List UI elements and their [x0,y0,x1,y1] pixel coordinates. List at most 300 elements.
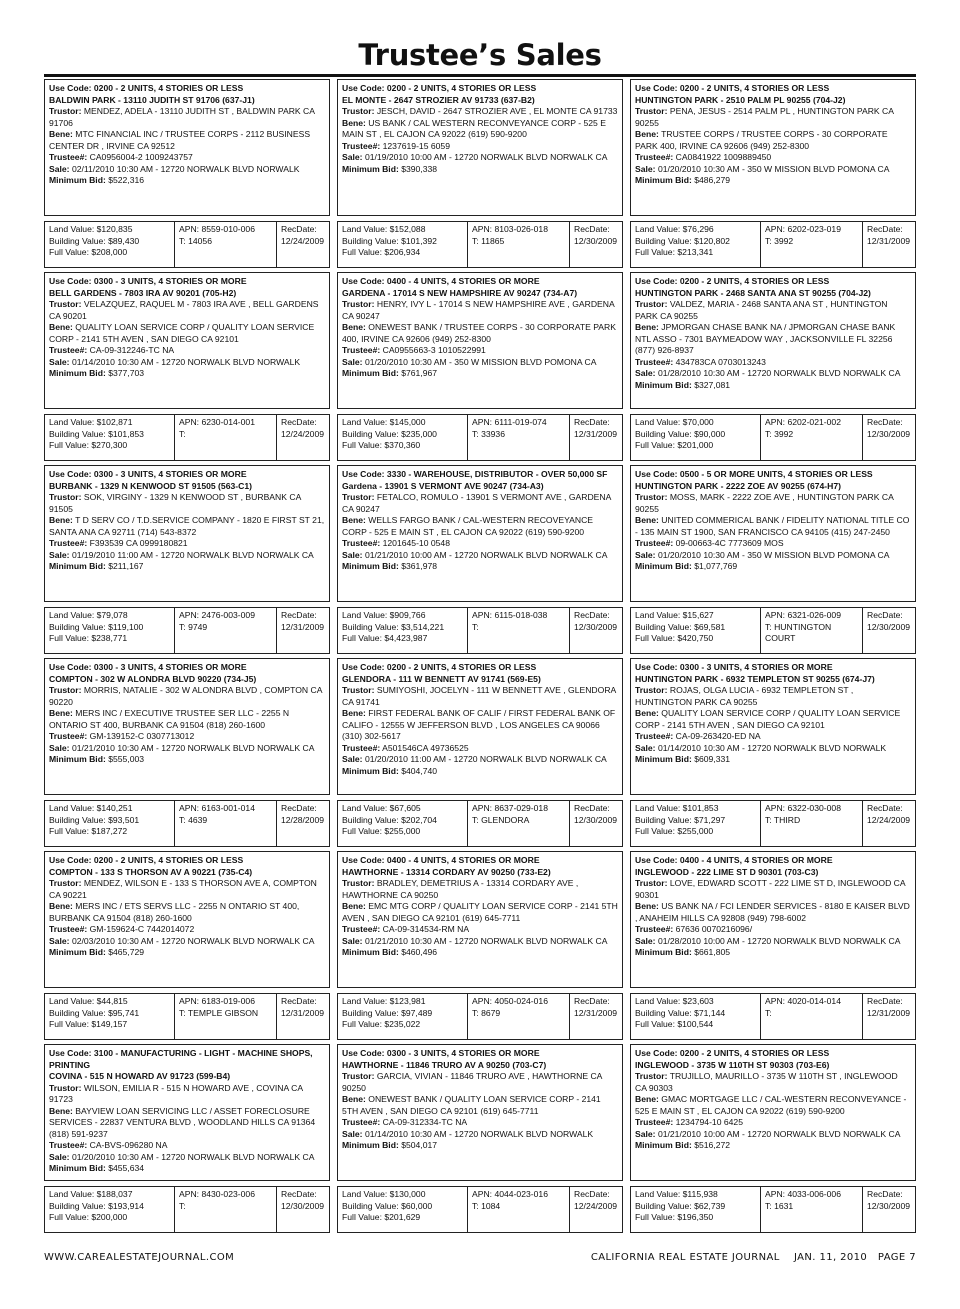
beneficiary-label: Bene: [342,708,366,718]
sale-info [342,357,618,369]
beneficiary-label: Bene: [342,515,366,525]
full-value [49,1019,171,1031]
trustor [635,878,911,901]
apn-column [468,222,570,267]
property-heading: HUNTINGTON PARK - 6932 TEMPLETON ST 90255 (674-J7) [635,673,875,684]
land-value-label: Land Value: [635,803,681,813]
apn-column [175,608,277,653]
listing-details [630,465,916,602]
land-value [49,417,171,429]
tract-label: T: [179,1007,186,1018]
building-value-label: Building Value: [342,1200,399,1211]
property-heading: GLENDORA - 111 W BENNETT AV 91741 (569-E5) [342,673,541,684]
land-value [49,224,171,236]
listing-details [337,465,623,602]
apn [472,803,566,815]
full-value-label: Full Value: [342,440,382,450]
trustor-value: PENA, JESUS - 2514 PALM PL , HUNTINGTON PARK CA 90255 [635,106,894,128]
beneficiary-label: Bene: [635,1094,659,1104]
beneficiary [635,515,911,538]
tract [179,815,273,827]
tract-value: 4639 [188,814,208,825]
minimum-bid-value: $1,077,769 [694,561,738,571]
apn [765,224,859,236]
building-value-value: $69,581 [694,621,726,632]
listing-details [44,272,330,409]
sale-info [342,550,618,562]
trustee-number-value: CA0841922 1009889450 [675,152,772,162]
tract [472,622,566,634]
full-value-value: $149,157 [91,1019,128,1029]
building-value-value: $119,100 [108,621,144,632]
apn-value: 6202-023-019 [787,224,841,234]
use-code: Use Code: 0300 - 3 UNITS, 4 STORIES OR MORE [49,662,247,672]
recdate-column [277,222,329,267]
land-value-value: $115,938 [682,1189,718,1199]
land-value [49,803,171,815]
trustor [635,1071,911,1094]
building-value [49,622,171,634]
recdate-label: RecDate: [867,996,903,1006]
sale-info [635,550,911,562]
beneficiary-value: MTC FINANCIAL INC / TRUSTEE CORPS - 2112 BUSINESS CENTER DR , IRVINE CA 92512 [49,129,311,151]
land-value-label: Land Value: [635,996,681,1006]
use-code: Use Code: 3100 - MANUFACTURING - LIGHT - MACHINE SHOPS, PRINTING [49,1048,313,1070]
minimum-bid [635,754,911,766]
tract-value: 1084 [481,1200,501,1211]
recdate-value: 12/31/2009 [574,1007,618,1018]
listing-values [337,993,623,1040]
minimum-bid-value: $555,003 [108,754,145,764]
sale-info-value: 01/20/2010 10:30 AM - 350 W MISSION BLVD POMONA CA [364,356,597,367]
building-value-label: Building Value: [635,814,692,825]
footer-website: WWW.CAREALESTATEJOURNAL.COM [44,1252,235,1263]
apn-column [761,608,863,653]
beneficiary [342,118,618,141]
beneficiary-value: FIRST FEDERAL BANK OF CALIF / FIRST FEDERAL BANK OF CALIFO - 12555 W JEFFERSON BLVD , LOS ANGELES CA 90066 (310) 302-5617 [342,708,616,741]
trustee-number-label: Trustee#: [635,356,674,367]
trustor-label: Trustor: [342,299,375,309]
land-value [49,996,171,1008]
beneficiary [342,708,618,743]
beneficiary [635,322,911,357]
tract [765,815,859,827]
trustor-label: Trustor: [49,492,82,502]
recdate-column [570,994,622,1039]
sale-info-value: 01/21/2010 10:00 AM - 12720 NORWALK BLVD NORWALK CA [364,549,608,560]
beneficiary-label: Bene: [635,901,659,911]
tract [179,1201,273,1213]
building-value [635,1008,757,1020]
trustee-number-label: Trustee#: [635,152,674,162]
apn-column [175,415,277,460]
tract [472,1008,566,1020]
trustor [342,878,618,901]
beneficiary-value: MERS INC / EXECUTIVE TRUSTEE SER LLC - 2255 N ONTARIO ST 400, BURBANK CA 91504 (818) 260-1600 [49,708,290,730]
listing-details [337,851,623,988]
apn [765,610,859,622]
building-value [635,429,757,441]
tract-label: T: [765,235,772,246]
use-code: Use Code: 0200 - 2 UNITS, 4 STORIES OR LESS [342,662,537,672]
trustor-label: Trustor: [342,1071,375,1081]
trustee-number [635,538,911,550]
trustee-number [342,924,618,936]
full-value-value: $206,934 [384,247,421,257]
recdate-label: RecDate: [574,803,610,813]
trustee-number-label: Trustee#: [49,731,88,741]
sale-info [49,164,325,176]
sale-info-label: Sale: [635,549,656,560]
apn-column [468,1187,570,1232]
recdate-value: 12/24/2009 [281,235,325,246]
full-value-value: $420,750 [677,633,714,643]
recdate-column [570,222,622,267]
listing-details [630,79,916,216]
trustee-number-label: Trustee#: [342,924,381,934]
tract [765,622,859,645]
tract [472,1201,566,1213]
sale-info-label: Sale: [635,935,656,946]
full-value-label: Full Value: [342,1019,382,1029]
apn-value: 6115-018-038 [494,610,548,620]
sale-info-label: Sale: [342,549,363,560]
beneficiary [342,1094,618,1117]
full-value-label: Full Value: [342,633,382,643]
sale-listing [44,79,330,272]
trustee-number-label: Trustee#: [342,1117,381,1127]
building-value-value: $97,489 [401,1007,433,1018]
full-value-value: $255,000 [677,826,714,836]
land-value-label: Land Value: [49,224,95,234]
recdate-value: 12/31/2009 [281,1007,325,1018]
sale-info-value: 01/21/2010 10:30 AM - 12720 NORWALK BLVD NORWALK CA [364,935,608,946]
apn-value: 6321-026-009 [787,610,841,620]
use-code: Use Code: 0300 - 3 UNITS, 4 STORIES OR MORE [49,469,247,479]
beneficiary-value: US BANK NA / FCI LENDER SERVICES - 8180 E KAISER BLVD , ANAHEIM HILLS CA 92808 (949) 798-6002 [635,901,910,923]
minimum-bid [635,380,911,392]
land-value [635,224,757,236]
sale-info [49,550,325,562]
building-value-value: $90,000 [694,428,726,439]
use-code: Use Code: 0200 - 2 UNITS, 4 STORIES OR LESS [49,83,244,93]
recdate-column [863,222,915,267]
minimum-bid-label: Minimum Bid: [635,561,692,571]
minimum-bid-value: $761,967 [401,368,438,378]
tract [472,815,566,827]
apn [179,417,273,429]
footer-publication-info [591,1252,916,1263]
apn-value: 8559-010-006 [201,224,255,234]
land-value-label: Land Value: [342,417,388,427]
listing-details [337,658,623,795]
trustee-number-value: GM-159624-C 7442014072 [89,924,195,934]
recdate-label: RecDate: [281,610,317,620]
trustee-number [49,538,325,550]
minimum-bid-label: Minimum Bid: [49,754,106,764]
trustor-value: MORRIS, NATALIE - 302 W ALONDRA BLVD , COMPTON CA 90220 [49,685,322,707]
tract [179,622,273,634]
recdate-value: 12/30/2009 [867,1200,911,1211]
trustor-label: Trustor: [635,492,668,502]
trustee-number-label: Trustee#: [635,1117,674,1127]
apn-value: 4033-006-006 [787,1189,841,1199]
tract-value: 3992 [774,235,794,246]
tract-value: GLENDORA [481,814,530,825]
use-code: Use Code: 0300 - 3 UNITS, 4 STORIES OR MORE [49,276,247,286]
beneficiary [49,515,325,538]
use-code: Use Code: 0200 - 2 UNITS, 4 STORIES OR LESS [49,855,244,865]
full-value [342,826,464,838]
building-value-label: Building Value: [635,1007,692,1018]
tract [472,429,566,441]
trustee-number-label: Trustee#: [342,742,381,753]
beneficiary-value: US BANK / CAL WESTERN RECONVEYANCE CORP - 525 E MAIN ST , EL CAJON CA 92022 (619) 590-9200 [342,117,606,139]
building-value-label: Building Value: [635,235,692,246]
apn-label: APN: [472,610,493,620]
recdate-value: 12/31/2009 [574,428,618,439]
building-value-label: Building Value: [635,428,692,439]
minimum-bid-label: Minimum Bid: [342,163,399,174]
apn-value: 8637-029-018 [494,803,548,813]
sale-info-value: 01/14/2010 10:30 AM - 12720 NORWALK BLVD NORWALK [71,356,301,367]
recdate-value: 12/30/2009 [867,428,911,439]
apn-label: APN: [765,996,786,1006]
apn-value: 8430-023-006 [201,1189,255,1199]
listing-values [630,607,916,654]
beneficiary-label: Bene: [49,1105,73,1116]
beneficiary [635,708,911,731]
trustee-number-label: Trustee#: [49,345,88,355]
building-value-value: $3,514,221 [401,621,445,632]
land-value-label: Land Value: [49,803,95,813]
property-heading: BELL GARDENS - 7803 IRA AV 90201 (705-H2) [49,287,237,298]
minimum-bid-value: $390,338 [401,163,438,174]
listing-values [337,607,623,654]
sale-info-label: Sale: [49,742,70,753]
trustor-label: Trustor: [49,685,82,695]
minimum-bid [49,561,325,573]
sale-listing [630,658,916,851]
trustor-label: Trustor: [635,878,668,888]
building-value-label: Building Value: [49,1200,106,1211]
minimum-bid-value: $661,805 [694,947,731,957]
land-value [342,417,464,429]
tract-label: T: [765,814,772,825]
listing-details [337,272,623,409]
trustee-number [49,345,325,357]
building-value-value: $202,704 [401,814,437,825]
minimum-bid [635,947,911,959]
apn-column [761,994,863,1039]
apn-column [468,801,570,846]
minimum-bid [342,561,618,573]
building-value-label: Building Value: [342,428,399,439]
building-value [49,429,171,441]
apn-value: 6322-030-008 [787,803,841,813]
beneficiary-label: Bene: [49,129,73,139]
building-value-label: Building Value: [342,1007,399,1018]
recdate-label: RecDate: [574,996,610,1006]
sale-info-label: Sale: [49,163,70,174]
full-value [342,1212,464,1224]
values-column [631,608,761,653]
listing-details [337,1044,623,1181]
trustor-label: Trustor: [49,299,82,309]
building-value [342,429,464,441]
apn [765,803,859,815]
use-code: Use Code: 0200 - 2 UNITS, 4 STORIES OR LESS [635,276,830,286]
tract-value: 33936 [481,428,505,439]
values-column [338,801,468,846]
full-value [342,1019,464,1031]
trustor [635,492,911,515]
full-value-label: Full Value: [635,247,675,257]
building-value [342,815,464,827]
beneficiary-value: WELLS FARGO BANK / CAL-WESTERN RECOVEYANCE CORP - 525 E MAIN ST , EL CAJON CA 92022 (619) 590-9200 [342,515,594,537]
full-value-label: Full Value: [49,1019,89,1029]
page-title: Trustee’s Sales [358,38,602,72]
trustor [342,685,618,708]
full-value [342,440,464,452]
building-value-value: $235,000 [401,428,437,439]
recdate-label: RecDate: [574,1189,610,1199]
sale-info-value: 01/21/2010 10:00 AM - 12720 NORWALK BLVD NORWALK CA [657,1128,901,1139]
trustor [342,299,618,322]
sale-info-label: Sale: [635,742,656,753]
apn-label: APN: [765,1189,786,1199]
building-value-label: Building Value: [342,814,399,825]
trustor-value: MENDEZ, ADELA - 13110 JUDITH ST , BALDWIN PARK CA 91706 [49,106,315,128]
full-value-label: Full Value: [49,247,89,257]
minimum-bid-label: Minimum Bid: [49,1163,106,1173]
listings-grid [44,79,916,1237]
land-value [49,1189,171,1201]
footer-publication-text: CALIFORNIA REAL ESTATE JOURNAL JAN. 11, 2010 PAGE 7 [590,1252,916,1263]
minimum-bid-value: $522,316 [108,175,145,185]
land-value-value: $130,000 [389,1189,426,1199]
beneficiary [342,901,618,924]
apn-value: 6183-019-006 [201,996,255,1006]
recdate-label: RecDate: [281,417,317,427]
beneficiary-label: Bene: [342,1094,366,1104]
land-value-value: $145,000 [389,417,426,427]
tract-label: T: [179,428,186,439]
property-heading: HAWTHORNE - 13314 CORDARY AV 90250 (733-E2) [342,866,551,877]
listing-values [630,993,916,1040]
building-value-value: $101,392 [401,235,437,246]
building-value-label: Building Value: [49,621,106,632]
sale-info [342,754,618,766]
sale-listing [630,1044,916,1237]
land-value-value: $23,603 [682,996,714,1006]
land-value-label: Land Value: [49,996,95,1006]
sale-info-label: Sale: [635,1128,656,1139]
land-value [635,417,757,429]
recdate-column [863,415,915,460]
values-column [631,801,761,846]
recdate-column [863,994,915,1039]
trustee-number [635,924,911,936]
land-value-label: Land Value: [49,610,95,620]
use-code: Use Code: 0500 - 5 OR MORE UNITS, 4 STORIES OR LESS [635,469,873,479]
minimum-bid-label: Minimum Bid: [49,368,106,378]
recdate-column [277,608,329,653]
recdate-column [277,994,329,1039]
property-heading: HAWTHORNE - 11846 TRURO AV A 90250 (703-C7) [342,1059,547,1070]
building-value-value: $71,144 [694,1007,726,1018]
sale-listing [337,658,623,851]
trustor [342,492,618,515]
sale-info [635,368,911,380]
tract-label: T: [179,814,186,825]
minimum-bid-value: $327,081 [694,379,731,390]
trustee-number-value: 434783CA 0703013243 [675,356,766,367]
trustor-value: ROJAS, OLGA LUCIA - 6932 TEMPLETON ST , HUNTINGTON PARK CA 90255 [635,685,854,707]
full-value [49,826,171,838]
trustor-value: GARCIA, VIVIAN - 11846 TRURO AVE , HAWTHORNE CA 90250 [342,1071,602,1093]
land-value-value: $909,766 [389,610,426,620]
land-value-value: $79,078 [96,610,128,620]
full-value [635,247,757,259]
sale-info-label: Sale: [49,356,70,367]
land-value-value: $76,296 [682,224,714,234]
full-value [635,1019,757,1031]
sale-info-label: Sale: [49,549,70,560]
listing-values [630,800,916,847]
sale-listing [44,658,330,851]
beneficiary [635,129,911,152]
land-value [635,1189,757,1201]
apn [472,610,566,622]
building-value [49,1201,171,1213]
recdate-label: RecDate: [867,803,903,813]
full-value-value: $213,341 [677,247,714,257]
trustor-value: SOK, VIRGINY - 1329 N KENWOOD ST , BURBANK CA 91505 [49,492,301,514]
full-value-label: Full Value: [342,826,382,836]
sale-listing [630,465,916,658]
listing-details [44,465,330,602]
building-value [49,1008,171,1020]
title-rule [44,74,916,77]
trustee-number-value: 67636 0070216096/ [675,924,753,934]
trustor [49,299,325,322]
apn-value: 8103-026-018 [494,224,548,234]
recdate-column [277,801,329,846]
values-column [631,415,761,460]
beneficiary-label: Bene: [635,322,659,332]
building-value-label: Building Value: [342,235,399,246]
trustor-label: Trustor: [49,878,82,888]
building-value [342,236,464,248]
beneficiary [49,901,325,924]
tract-value: TEMPLE GIBSON [187,1007,259,1018]
trustee-number [49,731,325,743]
beneficiary-label: Bene: [635,129,659,139]
tract-value: HUNTINGTON COURT [765,621,832,643]
full-value [49,440,171,452]
property-heading: INGLEWOOD - 3735 W 110TH ST 90303 (703-E6) [635,1059,830,1070]
values-column [338,994,468,1039]
use-code: Use Code: 0300 - 3 UNITS, 4 STORIES OR MORE [635,662,833,672]
tract-label: T: [765,428,772,439]
sale-info-label: Sale: [342,356,363,367]
recdate-value: 12/31/2009 [867,235,911,246]
recdate-value: 12/30/2009 [281,1200,325,1211]
trustee-number-value: 09-00663-4C 7773609 MOS [675,538,784,548]
land-value-label: Land Value: [635,224,681,234]
apn-value: 6230-014-001 [201,417,255,427]
